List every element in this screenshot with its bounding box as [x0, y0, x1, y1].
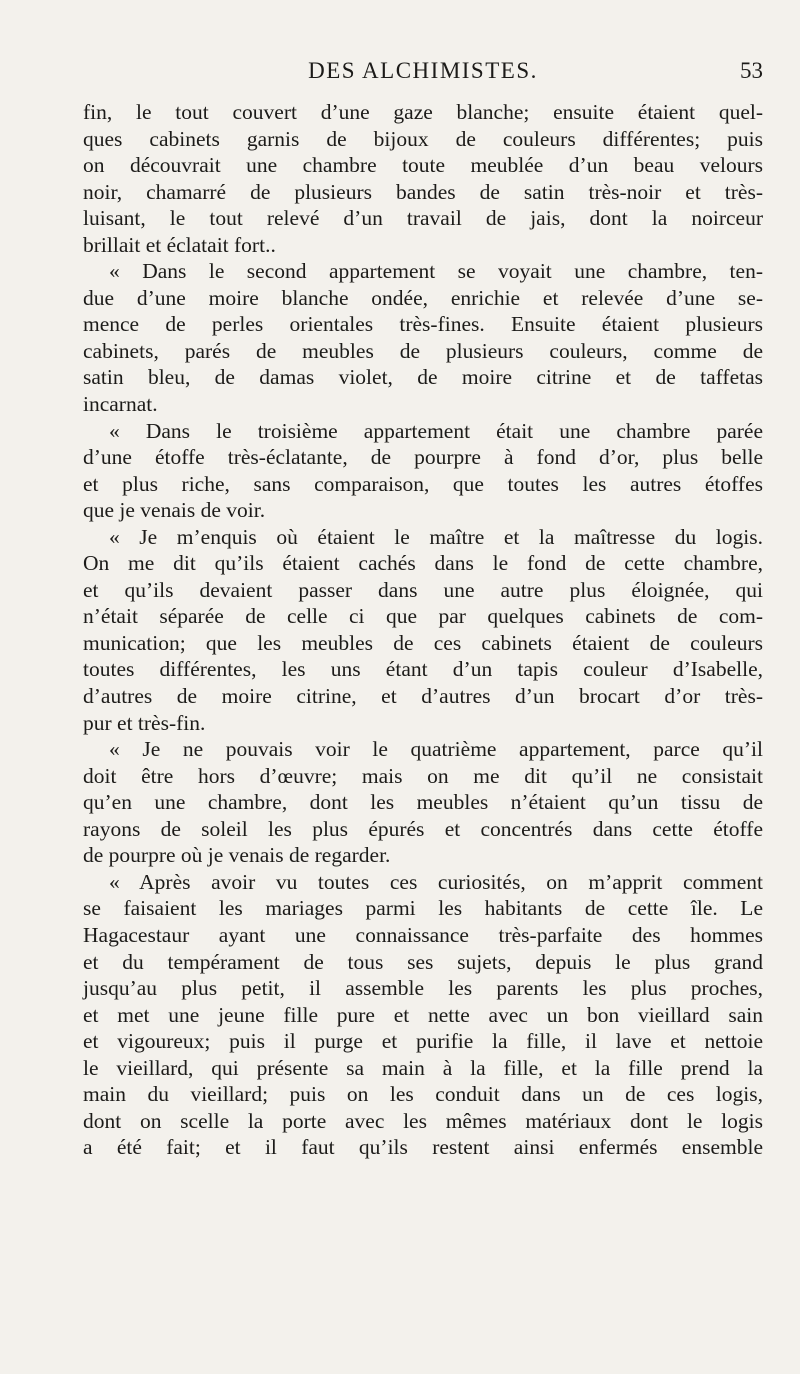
text-line: n’était séparée de celle ci que par quelques cabinets de com-: [83, 604, 763, 629]
text-line: brillait et éclatait fort..: [83, 232, 276, 257]
text-line: noir, chamarré de plusieurs bandes de satin très-noir et très-: [83, 179, 763, 204]
text-line: due d’une moire blanche ondée, enrichie et relevée d’une se-: [83, 285, 763, 310]
text-line: et vigoureux; puis il purge et purifie la fille, il lave et nettoie: [83, 1029, 763, 1054]
text-line: d’une étoffe très-éclatante, de pourpre à fond d’or, plus belle: [83, 445, 763, 470]
text-line: et du tempérament de tous ses sujets, depuis le plus grand: [83, 949, 763, 974]
text-line: et qu’ils devaient passer dans une autre plus éloignée, qui: [83, 577, 763, 602]
text-line: on découvrait une chambre toute meublée d’un beau velours: [83, 153, 763, 178]
text-line: que je venais de voir.: [83, 498, 266, 523]
text-line: luisant, le tout relevé d’un travail de jais, dont la noirceur: [83, 206, 763, 231]
text-line: satin bleu, de damas violet, de moire citrine et de taffetas: [83, 365, 763, 390]
text-line: munication; que les meubles de ces cabinets étaient de couleurs: [83, 630, 763, 655]
body-text: [83, 99, 763, 1161]
text-line: a été fait; et il faut qu’ils restent ainsi enfermés ensemble: [83, 1135, 763, 1160]
text-line: doit être hors d’œuvre; mais on me dit qu’il ne consistait: [83, 763, 763, 788]
text-line: « Après avoir vu toutes ces curiosités, on m’apprit comment: [109, 869, 763, 894]
text-line: On me dit qu’ils étaient cachés dans le fond de cette chambre,: [83, 551, 763, 576]
text-line: de pourpre où je venais de regarder.: [83, 843, 391, 868]
running-head: [83, 54, 763, 88]
text-line: dont on scelle la porte avec les mêmes matériaux dont le logis: [83, 1108, 763, 1133]
text-line: le vieillard, qui présente sa main à la fille, et la fille prend la: [83, 1055, 763, 1080]
text-line: et met une jeune fille pure et nette avec un bon vieillard sain: [83, 1002, 763, 1027]
text-line: jusqu’au plus petit, il assemble les parents les plus proches,: [83, 976, 763, 1001]
text-line: et plus riche, sans comparaison, que toutes les autres étoffes: [83, 471, 763, 496]
text-line: toutes différentes, les uns étant d’un tapis couleur d’Isabelle,: [83, 657, 763, 682]
text-line: « Je ne pouvais voir le quatrième appartement, parce qu’il: [109, 737, 763, 762]
text-line: cabinets, parés de meubles de plusieurs couleurs, comme de: [83, 338, 763, 363]
text-line: se faisaient les mariages parmi les habitants de cette île. Le: [83, 896, 763, 921]
text-line: pur et très-fin.: [83, 710, 206, 735]
text-line: rayons de soleil les plus épurés et concentrés dans cette étoffe: [83, 816, 763, 841]
text-line: « Dans le troisième appartement était une chambre parée: [109, 418, 763, 443]
text-line: main du vieillard; puis on les conduit dans un de ces logis,: [83, 1082, 763, 1107]
text-line: « Dans le second appartement se voyait une chambre, ten-: [109, 259, 763, 284]
text-line: mence de perles orientales très-fines. Ensuite étaient plusieurs: [83, 312, 763, 337]
text-line: ques cabinets garnis de bijoux de couleurs différentes; puis: [83, 126, 763, 151]
text-line: qu’en une chambre, dont les meubles n’étaient qu’un tissu de: [83, 790, 763, 815]
running-title: DES ALCHIMISTES.: [308, 58, 538, 83]
text-line: d’autres de moire citrine, et d’autres d’un brocart d’or très-: [83, 684, 763, 709]
text-line: incarnat.: [83, 392, 158, 417]
page-number: 53: [740, 58, 763, 83]
text-line: « Je m’enquis où étaient le maître et la maîtresse du logis.: [109, 524, 763, 549]
text-line: fin, le tout couvert d’une gaze blanche; ensuite étaient quel-: [83, 100, 763, 124]
text-line: Hagacestaur ayant une connaissance très-parfaite des hommes: [83, 922, 763, 947]
